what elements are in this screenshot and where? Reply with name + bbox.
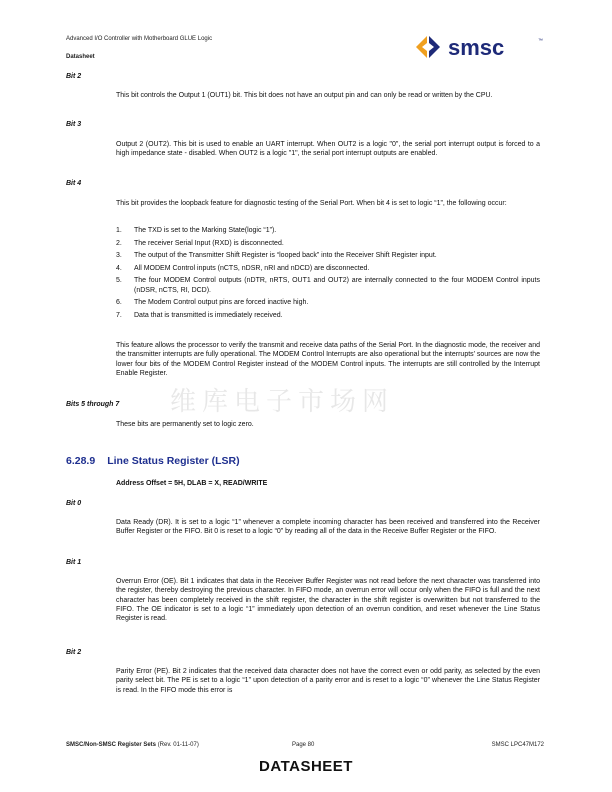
datasheet-banner: DATASHEET bbox=[259, 758, 353, 775]
list-item: 2. The receiver Serial Input (RXD) is disconnected. bbox=[116, 239, 284, 247]
bit-4-description: This bit provides the loopback feature for diagnostic testing of the Serial Port. When bit 4 is set to logic “1”, the following occur: bbox=[116, 200, 507, 207]
bit-3-label: Bit 3 bbox=[66, 121, 82, 128]
lsr-bit-1-label: Bit 1 bbox=[66, 559, 82, 566]
section-number: 6.28.9 bbox=[66, 455, 96, 467]
footer-document-id: SMSC/Non-SMSC Register Sets (Rev. 01-11-07) bbox=[66, 742, 199, 748]
list-item: 4. All MODEM Control inputs (nCTS, nDSR, nRI and nDCD) are disconnected. bbox=[116, 264, 370, 272]
logo-text: smsc bbox=[448, 35, 505, 60]
section-heading bbox=[66, 455, 240, 467]
footer-part-number: SMSC LPC47M172 bbox=[491, 742, 544, 748]
loopback-summary: This feature allows the processor to verify the transmit and receive data paths of the Serial Port. In the diagnostic mode, the receiver and the transmitter interrupts are fully operational. The MODEM Control Interrupts are also operational but the interrupts’ sources are now the lower four bits of the MODEM Control Register instead of the MODEM Control inputs. The interrupts are still controlled by the Interrupt Enable Register. bbox=[116, 342, 540, 377]
lsr-bit-0-description: Data Ready (DR). It is set to a logic “1” whenever a complete incoming character has been received and transferred into the Receiver Buffer Register or the FIFO. Bit 0 is reset to a logic “0” by reading all of the data in the Receive Buffer Register or the FIFO. bbox=[116, 519, 540, 536]
lsr-bit-2-description: Parity Error (PE). Bit 2 indicates that the received data character does not have the correct even or odd parity, as selected by the even parity select bit. The PE is set to a logic “1” upon detection of a parity error and is reset to a logic “0” whenever the Line Status Register is read. In the FIFO mode this error is bbox=[116, 668, 540, 694]
document-title: Advanced I/O Controller with Motherboard GLUE Logic bbox=[66, 36, 213, 42]
lsr-bit-2-label: Bit 2 bbox=[66, 649, 82, 656]
list-item: 3. The output of the Transmitter Shift Register is “looped back” into the Receiver Shift Register input. bbox=[116, 252, 437, 260]
logo-trademark: ™ bbox=[538, 38, 543, 44]
register-address: Address Offset = 5H, DLAB = X, READ/WRITE bbox=[116, 480, 268, 487]
lsr-bit-1-description: Overrun Error (OE). Bit 1 indicates that data in the Receiver Buffer Register was not read before the next character was transferred into the register, thereby destroying the previous character. In FIFO mode, an overrun error will occur only when the FIFO is full and the next character has been completely received in the shift register, the character in the shift register is overwritten but not transferred to the FIFO. The OE indicator is set to a logic “1” immediately upon detection of an overrun condition, and reset whenever the Line Status Register is read. bbox=[116, 578, 540, 623]
list-item: 7. Data that is transmitted is immediately received. bbox=[116, 311, 283, 319]
bits-5-7-label: Bits 5 through 7 bbox=[66, 401, 120, 408]
watermark: 维库电子市场网 bbox=[170, 387, 395, 417]
document-type: Datasheet bbox=[66, 54, 95, 60]
loopback-effects-list bbox=[116, 226, 540, 323]
page-number: Page 80 bbox=[292, 742, 315, 748]
bit-2-label: Bit 2 bbox=[66, 73, 82, 80]
section-title: Line Status Register (LSR) bbox=[107, 455, 240, 467]
bits-5-7-description: These bits are permanently set to logic zero. bbox=[116, 421, 254, 428]
list-item: 6. The Modem Control output pins are forced inactive high. bbox=[116, 299, 309, 307]
logo-mark-icon bbox=[416, 36, 440, 58]
list-item: 5. The four MODEM Control outputs (nDTR, nRTS, OUT1 and OUT2) are internally connected to the four MODEM Control inputs (nDSR, nCTS, RI, DCD). bbox=[116, 277, 540, 294]
bit-4-label: Bit 4 bbox=[66, 180, 82, 187]
bit-2-description: This bit controls the Output 1 (OUT1) bit. This bit does not have an output pin and can only be read or written by the CPU. bbox=[116, 92, 493, 99]
list-item: 1. The TXD is set to the Marking State(logic “1”). bbox=[116, 227, 277, 234]
smsc-logo bbox=[414, 34, 544, 60]
bit-3-description: Output 2 (OUT2). This bit is used to enable an UART interrupt. When OUT2 is a logic "0", the serial port interrupt output is forced to a high impedance state - disabled. When OUT2 is a logic "1", the serial port interrupt outputs are enabled. bbox=[116, 141, 540, 158]
lsr-bit-0-label: Bit 0 bbox=[66, 500, 82, 507]
